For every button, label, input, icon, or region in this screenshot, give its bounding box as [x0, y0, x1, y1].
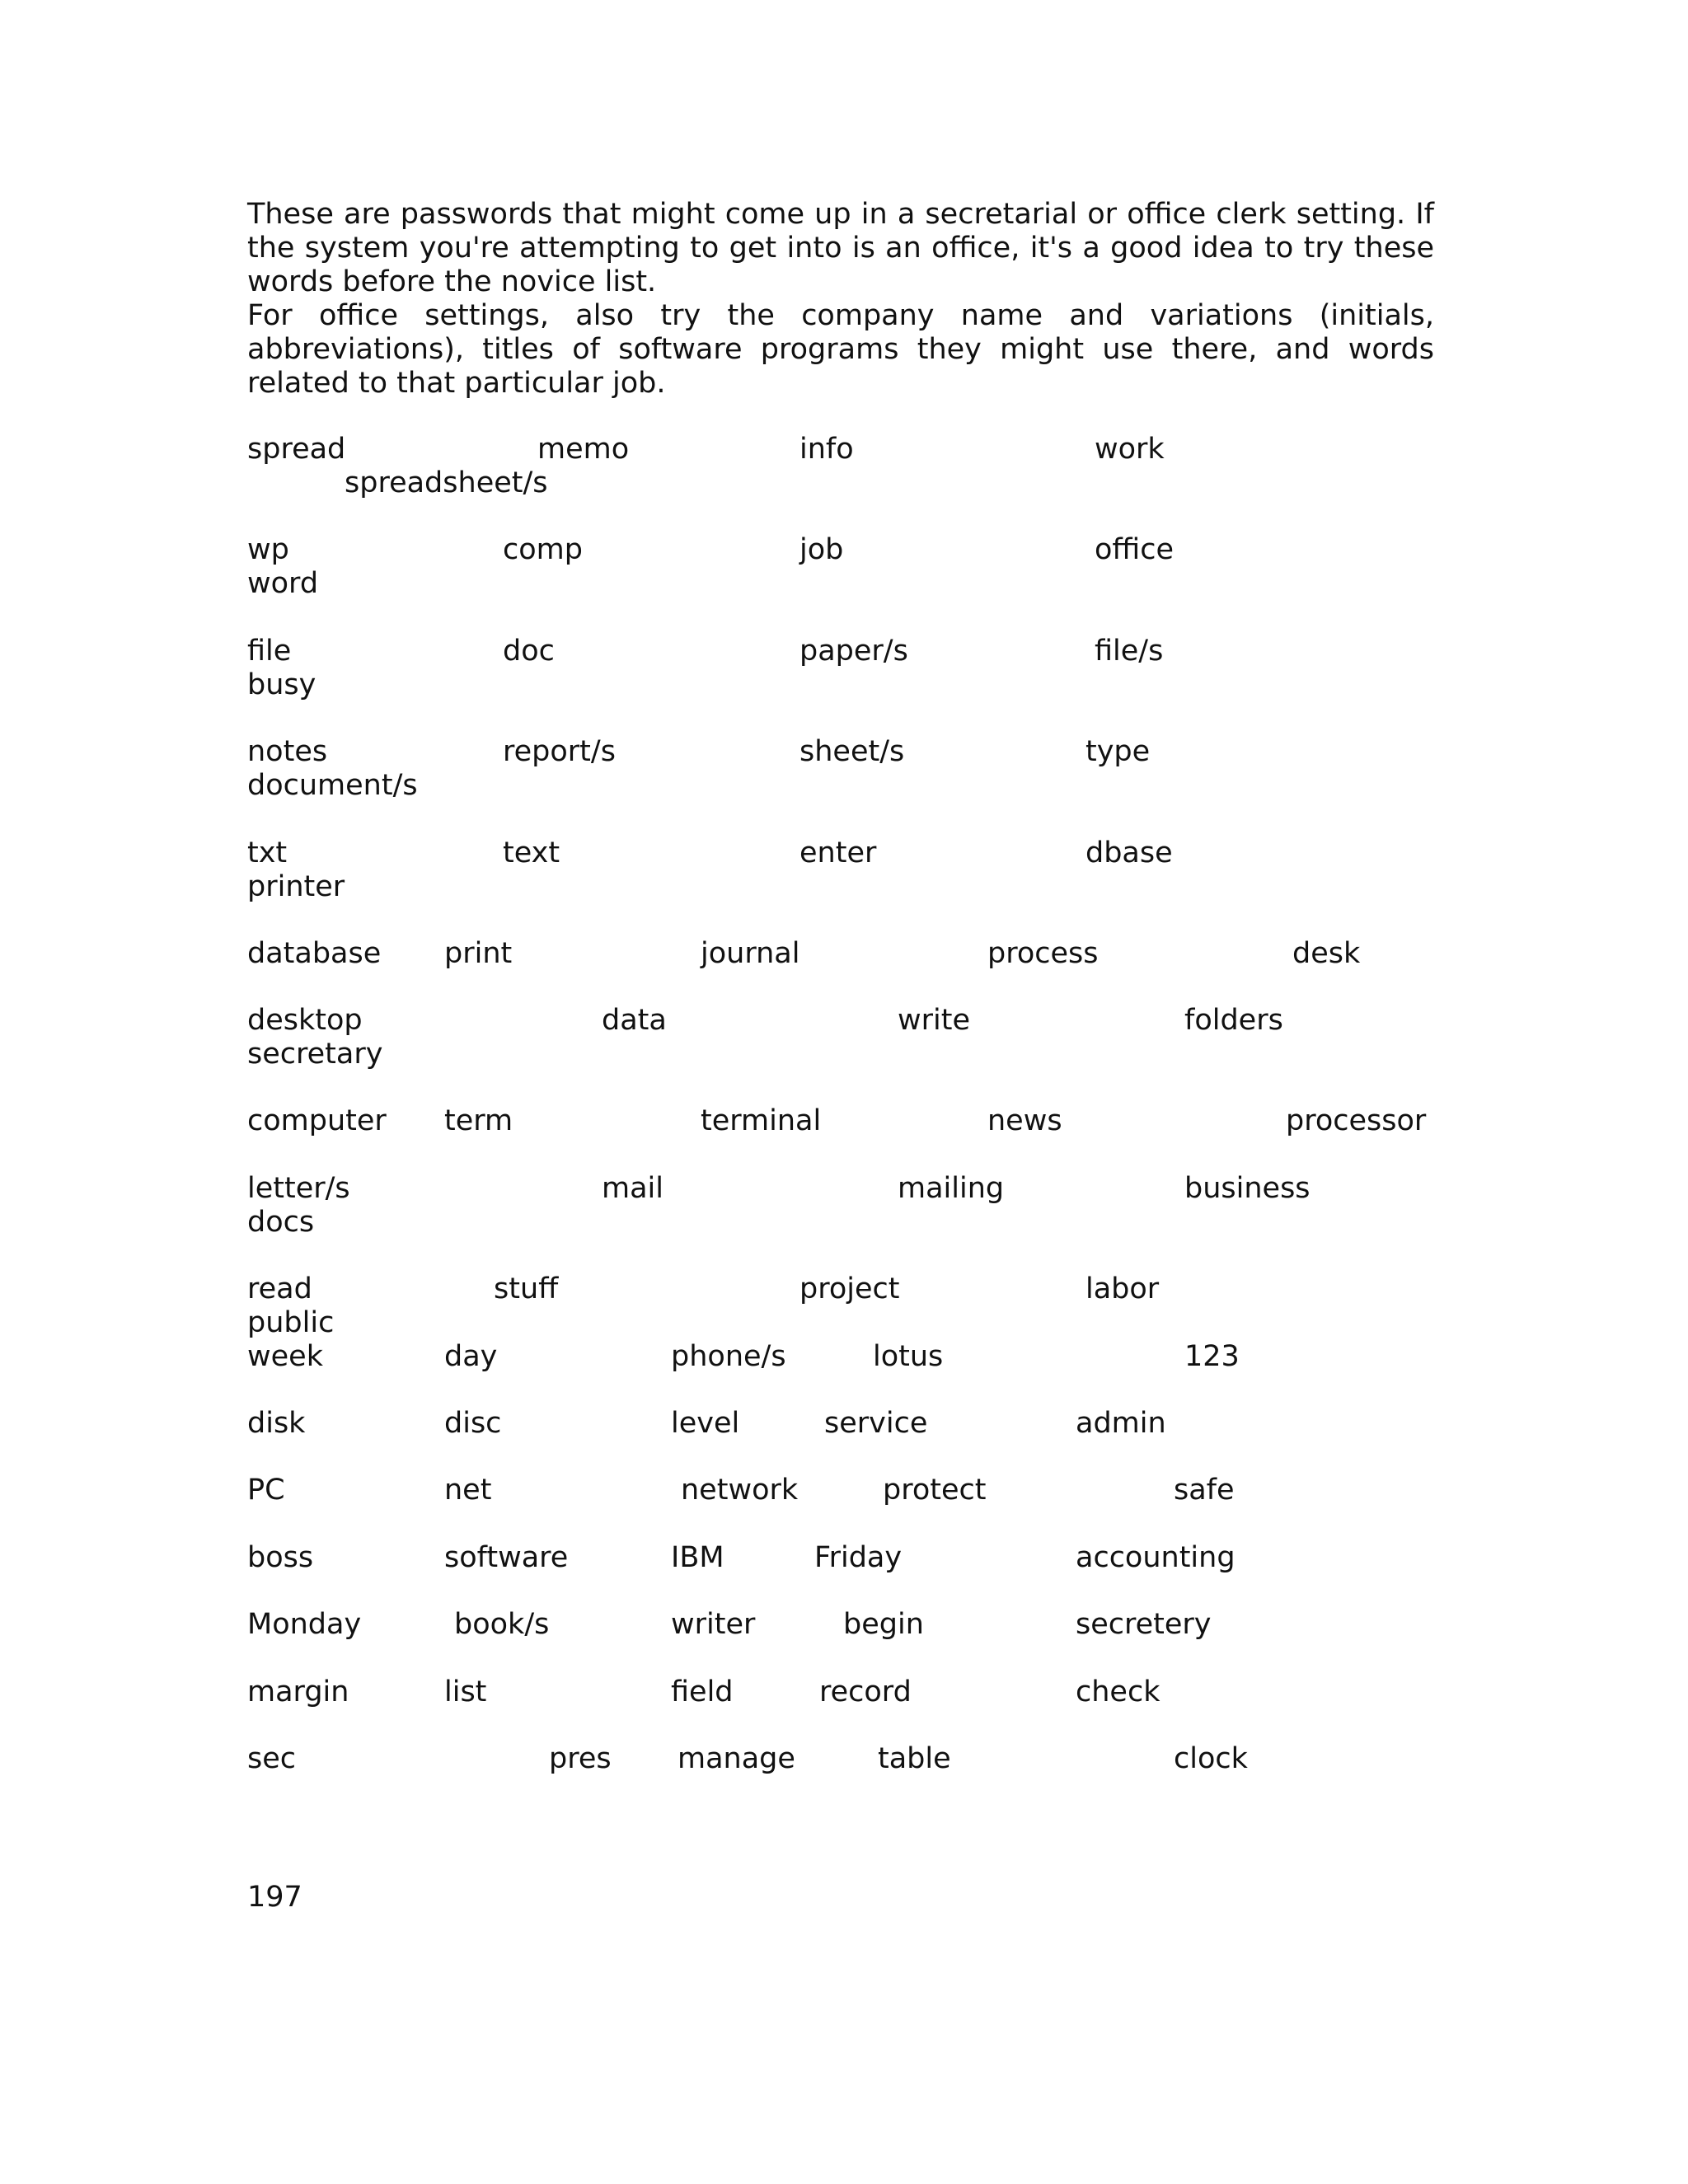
- word-software: software: [444, 1541, 569, 1574]
- word-printer: printer: [247, 870, 345, 903]
- word-documents: document/s: [247, 769, 418, 802]
- word-pc: PC: [247, 1474, 285, 1507]
- word-mailing: mailing: [898, 1172, 1005, 1205]
- word-text: text: [503, 837, 560, 869]
- word-terminal: terminal: [701, 1104, 822, 1137]
- word-busy: busy: [247, 668, 316, 701]
- word-txt: txt: [247, 837, 288, 869]
- word-phones: phone/s: [671, 1340, 786, 1373]
- word-data: data: [602, 1004, 667, 1037]
- word-day: day: [444, 1340, 498, 1373]
- word-memo: memo: [537, 433, 630, 466]
- word-table: table: [878, 1742, 951, 1775]
- word-office: office: [1095, 533, 1175, 566]
- word-business: business: [1184, 1172, 1311, 1205]
- word-net: net: [444, 1474, 492, 1507]
- word-margin: margin: [247, 1675, 349, 1708]
- word-mail: mail: [602, 1172, 663, 1205]
- word-enter: enter: [799, 837, 877, 869]
- word-processor: processor: [1286, 1104, 1427, 1137]
- intro-text: [247, 198, 1434, 401]
- word-stuff: stuff: [494, 1272, 559, 1305]
- word-lotus: lotus: [873, 1340, 944, 1373]
- word-labor: labor: [1085, 1272, 1160, 1305]
- word-files: file/s: [1095, 635, 1164, 668]
- word-news: news: [987, 1104, 1062, 1137]
- word-begin: begin: [843, 1608, 924, 1641]
- word-protect: protect: [883, 1474, 987, 1507]
- word-reports: report/s: [503, 735, 616, 768]
- word-secretery: secretery: [1076, 1608, 1212, 1641]
- word-clock: clock: [1174, 1742, 1248, 1775]
- word-accounting: accounting: [1076, 1541, 1236, 1574]
- word-123: 123: [1184, 1340, 1240, 1373]
- word-boss: boss: [247, 1541, 314, 1574]
- word-network: network: [681, 1474, 799, 1507]
- word-record: record: [819, 1675, 912, 1708]
- word-journal: journal: [701, 937, 800, 970]
- word-read: read: [247, 1272, 312, 1305]
- intro-paragraph-1: These are passwords that might come up in a secretarial or office clerk setting. If the system you're attempting to get into is an office, it's a good idea to try these words before the novice list.: [247, 198, 1434, 298]
- word-secretary: secretary: [247, 1038, 383, 1071]
- word-ibm: IBM: [671, 1541, 724, 1574]
- word-books: book/s: [454, 1608, 550, 1641]
- word-pres: pres: [549, 1742, 612, 1775]
- page-number: 197: [247, 1881, 302, 1914]
- word-work: work: [1095, 433, 1165, 466]
- word-friday: Friday: [814, 1541, 903, 1574]
- word-desk: desk: [1292, 937, 1361, 970]
- word-info: info: [799, 433, 854, 466]
- word-safe: safe: [1174, 1474, 1235, 1507]
- word-computer: computer: [247, 1104, 387, 1137]
- word-disk: disk: [247, 1407, 306, 1440]
- word-word: word: [247, 567, 319, 600]
- word-spreadsheets: spreadsheet/s: [345, 466, 548, 499]
- word-notes: notes: [247, 735, 328, 768]
- word-admin: admin: [1076, 1407, 1166, 1440]
- word-service: service: [824, 1407, 928, 1440]
- word-write: write: [898, 1004, 970, 1037]
- word-process: process: [987, 937, 1099, 970]
- word-term: term: [444, 1104, 513, 1137]
- word-sec: sec: [247, 1742, 297, 1775]
- word-docs: docs: [247, 1206, 315, 1239]
- word-letters: letter/s: [247, 1172, 350, 1205]
- word-job: job: [799, 533, 844, 566]
- word-project: project: [799, 1272, 900, 1305]
- intro-paragraph-2: For office settings, also try the company name and variations (initials, abbreviations), titles of software programs they might use there, and words related to that particular job.: [247, 299, 1434, 400]
- word-disc: disc: [444, 1407, 502, 1440]
- word-comp: comp: [503, 533, 583, 566]
- word-spread: spread: [247, 433, 346, 466]
- word-desktop: desktop: [247, 1004, 363, 1037]
- word-monday: Monday: [247, 1608, 362, 1641]
- word-database: database: [247, 937, 382, 970]
- word-folders: folders: [1184, 1004, 1283, 1037]
- word-type: type: [1085, 735, 1151, 768]
- word-sheets: sheet/s: [799, 735, 905, 768]
- word-wp: wp: [247, 533, 289, 566]
- word-public: public: [247, 1306, 335, 1339]
- word-file: file: [247, 635, 292, 668]
- word-print: print: [444, 937, 513, 970]
- word-doc: doc: [503, 635, 555, 668]
- word-check: check: [1076, 1675, 1160, 1708]
- word-writer: writer: [671, 1608, 756, 1641]
- word-dbase: dbase: [1085, 837, 1173, 869]
- word-list: list: [444, 1675, 487, 1708]
- word-field: field: [671, 1675, 734, 1708]
- word-papers: paper/s: [799, 635, 908, 668]
- word-manage: manage: [678, 1742, 795, 1775]
- word-week: week: [247, 1340, 323, 1373]
- word-level: level: [671, 1407, 740, 1440]
